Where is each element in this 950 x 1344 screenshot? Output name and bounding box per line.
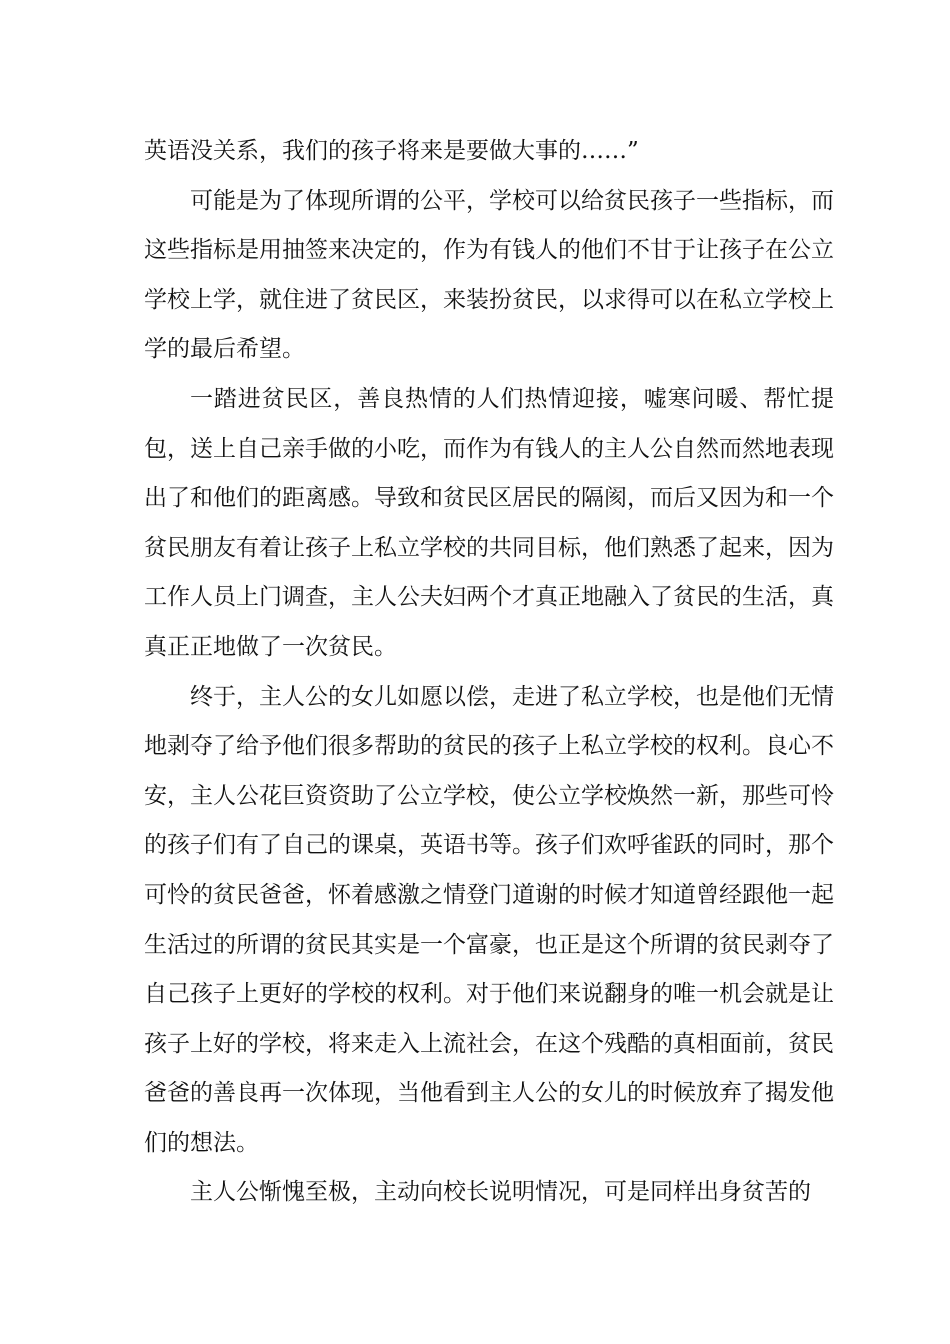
paragraph: 可能是为了体现所谓的公平，学校可以给贫民孩子一些指标，而这些指标是用抽签来决定的，作为有钱人的他们不甘于让孩子在公立学校上学，就住进了贫民区，来装扮贫民，以求得可以在私立学校上学的最后希望。 [144,187,834,363]
paragraph: 一踏进贫民区，善良热情的人们热情迎接，嘘寒问暖、帮忙提包，送上自己亲手做的小吃，而作为有钱人的主人公自然而然地表现出了和他们的距离感。导致和贫民区居民的隔阂，而后又因为和一个贫民朋友有着让孩子上私立学校的共同目标，他们熟悉了起来，因为工作人员上门调查，主人公夫妇两个才真正地融入了贫民的生活，真真正正地做了一次贫民。 [144,385,834,660]
paragraph: 英语没关系，我们的孩子将来是要做大事的……” [144,138,639,164]
paragraph: 主人公惭愧至极，主动向校长说明情况，可是同样出身贫苦的 [190,1179,811,1206]
paragraph: 终于，主人公的女儿如愿以偿，走进了私立学校，也是他们无情地剥夺了给予他们很多帮助的贫民的孩子上私立学校的权利。良心不安，主人公花巨资资助了公立学校，使公立学校焕然一新，那些可怜的孩子们有了自己的课桌，英语书等。孩子们欢呼雀跃的同时，那个可怜的贫民爸爸，怀着感激之情登门道谢的时候才知道曾经跟他一起生活过的所谓的贫民其实是一个富豪，也正是这个所谓的贫民剥夺了自己孩子上更好的学校的权利。对于他们来说翻身的唯一机会就是让孩子上好的学校，将来走入上流社会，在这个残酷的真相面前，贫民爸爸的善良再一次体现，当他看到主人公的女儿的时候放弃了揭发他们的想法。 [144,683,834,1156]
document-body [144,127,834,1218]
